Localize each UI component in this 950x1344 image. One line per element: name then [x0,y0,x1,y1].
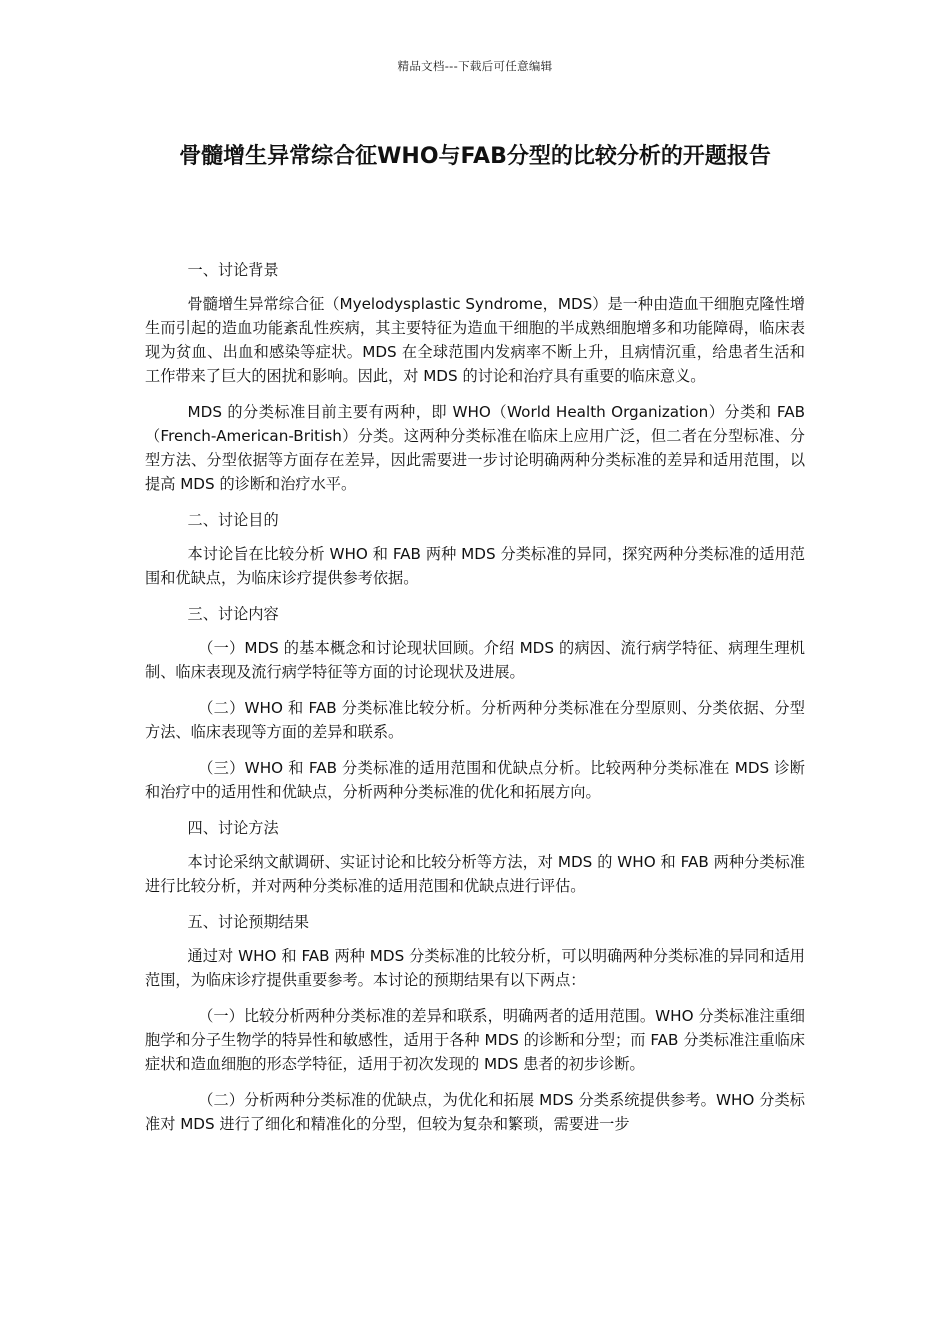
section-heading-objective: 二、讨论目的 [187,511,279,529]
page-header: 精品文档---下载后可任意编辑 [397,59,553,73]
document-title: 骨髓增生异常综合征WHO与FAB分型的比较分析的开题报告 [179,144,771,169]
list-item: （二）WHO 和 FAB 分类标准比较分析。分析两种分类标准在分型原则、分类依据、分型方法、临床表现等方面的差异和联系。 [145,699,805,741]
paragraph: 通过对 WHO 和 FAB 两种 MDS 分类标准的比较分析，可以明确两种分类标准的异同和适用范围，为临床诊疗提供重要参考。本讨论的预期结果有以下两点： [145,947,805,989]
section-heading-methods: 四、讨论方法 [187,819,279,837]
section-heading-background: 一、讨论背景 [187,261,279,279]
paragraph: 骨髓增生异常综合征（Myelodysplastic Syndrome，MDS）是一种由造血干细胞克隆性增生而引起的造血功能紊乱性疾病，其主要特征为造血干细胞的半成熟细胞增多和功能障碍，临床表现为贫血、出血和感染等症状。MDS 在全球范围内发病率不断上升，且病情沉重，给患者生活和工作带来了巨大的困扰和影响。因此，对 MDS 的讨论和治疗具有重要的临床意义。 [145,295,805,385]
list-item: （二）分析两种分类标准的优缺点，为优化和拓展 MDS 分类系统提供参考。WHO 分类标准对 MDS 进行了细化和精准化的分型，但较为复杂和繁琐，需要进一步 [145,1091,805,1133]
list-item: （三）WHO 和 FAB 分类标准的适用范围和优缺点分析。比较两种分类标准在 MDS 诊断和治疗中的适用性和优缺点，分析两种分类标准的优化和拓展方向。 [145,759,805,801]
section-heading-content: 三、讨论内容 [187,605,279,623]
paragraph: MDS 的分类标准目前主要有两种，即 WHO（World Health Organization）分类和 FAB（French-American-British）分类。这两种分类标准在临床上应用广泛，但二者在分型标准、分型方法、分型依据等方面存在差异，因此需要进一步讨论明确两种分类标准的差异和适用范围，以提高 MDS 的诊断和治疗水平。 [145,403,805,493]
paragraph: 本讨论采纳文献调研、实证讨论和比较分析等方法，对 MDS 的 WHO 和 FAB 两种分类标准进行比较分析，并对两种分类标准的适用范围和优缺点进行评估。 [145,853,805,895]
paragraph: 本讨论旨在比较分析 WHO 和 FAB 两种 MDS 分类标准的异同，探究两种分类标准的适用范围和优缺点，为临床诊疗提供参考依据。 [145,545,805,587]
list-item: （一）比较分析两种分类标准的差异和联系，明确两者的适用范围。WHO 分类标准注重细胞学和分子生物学的特异性和敏感性，适用于各种 MDS 的诊断和分型；而 FAB 分类标准注重临床症状和造血细胞的形态学特征，适用于初次发现的 MDS 患者的初步诊断。 [145,1007,805,1073]
document-body [145,258,805,1148]
list-item: （一）MDS 的基本概念和讨论现状回顾。介绍 MDS 的病因、流行病学特征、病理生理机制、临床表现及流行病学特征等方面的讨论现状及进展。 [145,639,805,681]
section-heading-expected: 五、讨论预期结果 [187,913,310,931]
